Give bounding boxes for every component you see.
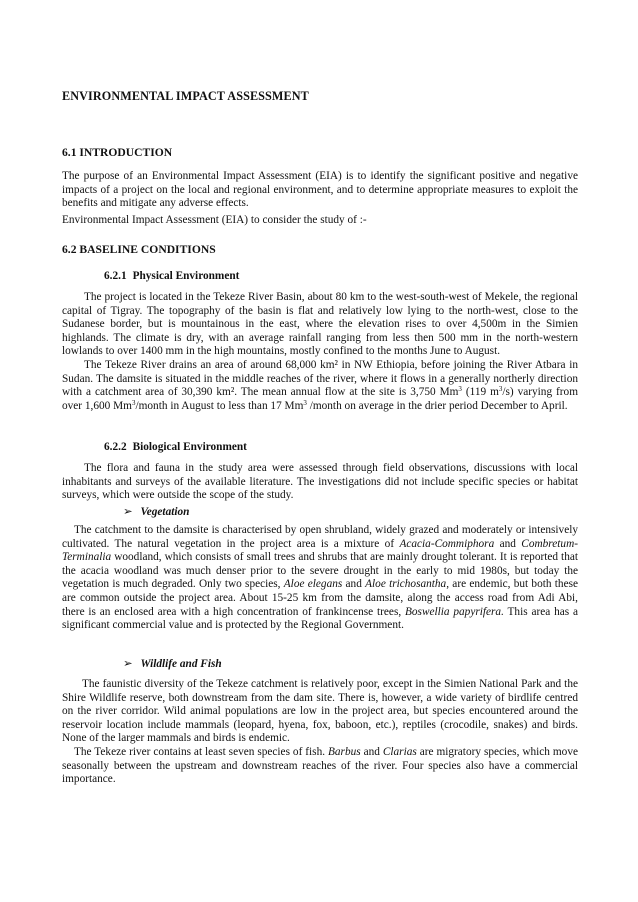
wildlife-paragraph-1: The faunistic diversity of the Tekeze catchment is relatively poor, except in the Simien National Park and the Shire Wildlife reserve, both downstream from the dam site. There is, however, a wide variety of birdlife centred on the river corridor. Wild animal populations are low in the project area, but species encountered around the reservoir location include mammals (leopard, hyena, fox, baboon, etc.), reptiles (crocodile, snakes) and birds. None of the larger mammals and birds is endemic. bbox=[62, 678, 578, 745]
wildlife-title: Wildlife and Fish bbox=[140, 658, 222, 670]
vegetation-body bbox=[62, 524, 578, 633]
subsection-title: Biological Environment bbox=[132, 441, 247, 453]
intro-consider-line: Environmental Impact Assessment (EIA) to consider the study of :- bbox=[62, 213, 367, 226]
biological-paragraph: The flora and fauna in the study area were assessed through field observations, discussions with local inhabitants and surveys of the available literature. The investigations did not include specific species or habitat surveys, which were outside the scope of the study. bbox=[62, 462, 578, 502]
wildlife-paragraph-2: The Tekeze river contains at least seven species of fish. Barbus and Clarias are migratory species, which move seasonally between the upstream and downstream reaches of the river. Four species also have a commercial importance. bbox=[62, 745, 578, 786]
vegetation-heading bbox=[123, 505, 189, 518]
arrow-bullet-icon: ➢ bbox=[123, 506, 133, 518]
vegetation-paragraph: The catchment to the damsite is characterised by open shrubland, widely grazed and moderately or intensively cultivated. The natural vegetation in the project area is a mixture of Acacia-Commiphora and Combretum-Terminalia woodland, which consists of small trees and shrubs that are mainly drought tolerant. It is reported that the acacia woodland was much denser prior to the severe drought in the early to mid 1980s, but today the vegetation is much degraded. Only two species, Aloe elegans and Aloe trichosantha, are endemic, but both these are common outside the project area. About 15-25 km from the damsite, along the access road from Adi Abi, there is an enclosed area with a high concentration of frankincense trees, Boswellia papyrifera. This area has a significant commercial value and is protected by the Regional Government. bbox=[62, 524, 578, 632]
arrow-bullet-icon: ➢ bbox=[123, 658, 133, 670]
wildlife-body bbox=[62, 678, 578, 787]
subsection-number: 6.2.2 bbox=[104, 441, 127, 453]
subsection-6-2-2-heading bbox=[104, 441, 247, 453]
biological-environment-body bbox=[62, 462, 578, 503]
physical-paragraph-1: The project is located in the Tekeze River Basin, about 80 km to the west-south-west of Mekele, the regional capital of Tigray. The topography of the basin is flat and relatively low lying to the north-west, close to the Sudanese border, but is mountainous in the east, where the elevation rises to over 4,500m in the Simien highlands. The climate is dry, with an average rainfall ranging from less then 500 mm in the north-western lowlands to over 1400 mm in the high mountains, mostly confined to the months June to August. bbox=[62, 291, 578, 358]
physical-paragraph-2: The Tekeze River drains an area of around 68,000 km² in NW Ethiopia, before joining the River Atbara in Sudan. The damsite is situated in the middle reaches of the river, where it flows in a generally northerly direction with a catchment area of 30,390 km². The mean annual flow at the site is 3,750 Mm$^3$ (119 $m^3/s$) varying from over 1,600 Mm$^3$/month in August to less than 17 Mm$^3$ /month on average in the drier period December to April. bbox=[62, 358, 578, 412]
physical-environment-body bbox=[62, 291, 578, 413]
subsection-number: 6.2.1 bbox=[104, 270, 127, 282]
document-title: ENVIRONMENTAL IMPACT ASSESSMENT bbox=[62, 89, 309, 103]
subsection-6-2-1-heading bbox=[104, 270, 239, 282]
section-6-1-heading: 6.1 INTRODUCTION bbox=[62, 146, 173, 159]
wildlife-heading bbox=[123, 657, 222, 670]
section-6-1-body bbox=[62, 170, 578, 227]
subsection-title: Physical Environment bbox=[132, 270, 240, 282]
intro-paragraph: The purpose of an Environmental Impact Assessment (EIA) is to identify the significant positive and negative impacts of a project on the local and regional environment, and to determine appropriate measures to exploit the benefits and mitigate any adverse effects. bbox=[62, 170, 578, 210]
vegetation-title: Vegetation bbox=[140, 506, 190, 518]
section-6-2-heading: 6.2 BASELINE CONDITIONS bbox=[62, 243, 216, 256]
